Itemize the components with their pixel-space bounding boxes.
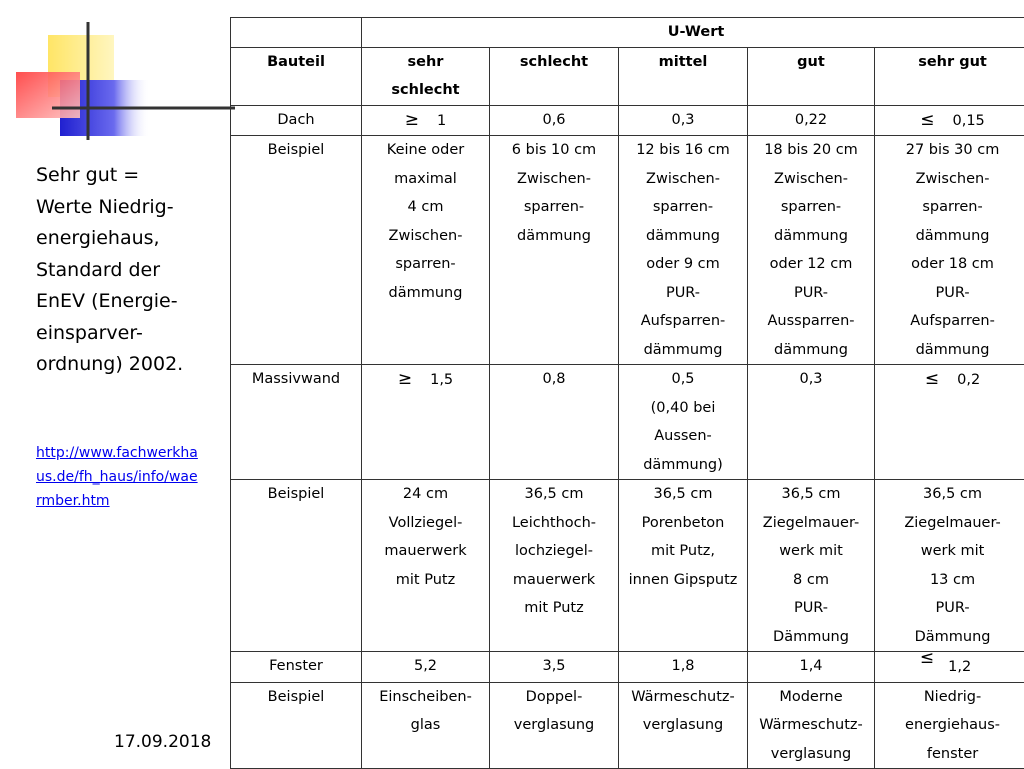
table-row bbox=[231, 136, 1024, 365]
table-cell: Keine oder maximal 4 cm Zwischen- sparren- dämmung bbox=[362, 136, 490, 365]
table-cell: 18 bis 20 cm Zwischen- sparren- dämmung oder 12 cm PUR- Aussparren- dämmung bbox=[748, 136, 875, 365]
table-cell: 1,8 bbox=[619, 652, 748, 683]
slide-date: 17.09.2018 bbox=[114, 732, 211, 752]
table-cell: 3,5 bbox=[490, 652, 619, 683]
table-cell: 1,4 bbox=[748, 652, 875, 683]
table-cell bbox=[362, 105, 490, 136]
table-cell: 5,2 bbox=[362, 652, 490, 683]
column-header: sehr schlecht bbox=[362, 47, 490, 105]
table-header-row bbox=[231, 47, 1024, 105]
cell-value: 0,2 bbox=[957, 372, 980, 388]
table-cell bbox=[362, 365, 490, 480]
column-header: schlecht bbox=[490, 47, 619, 105]
table-cell: 0,8 bbox=[490, 365, 619, 480]
table-cell: Niedrig- energiehaus- fenster bbox=[875, 682, 1024, 769]
row-label: Beispiel bbox=[231, 480, 362, 652]
table-cell: 0,6 bbox=[490, 105, 619, 136]
table-cell: 36,5 cm Ziegelmauer- werk mit 13 cm PUR- Dämmung bbox=[875, 480, 1024, 652]
column-header: mittel bbox=[619, 47, 748, 105]
table-cell: Einscheiben- glas bbox=[362, 682, 490, 769]
empty-corner-cell bbox=[231, 18, 362, 48]
geq-symbol: ≥ bbox=[398, 365, 412, 394]
table-cell: 0,3 bbox=[748, 365, 875, 480]
table-cell: 0,5 (0,40 bei Aussen- dämmung) bbox=[619, 365, 748, 480]
row-label: Beispiel bbox=[231, 136, 362, 365]
table-row bbox=[231, 105, 1024, 136]
red-square bbox=[16, 72, 80, 118]
table-row bbox=[231, 682, 1024, 769]
column-header: gut bbox=[748, 47, 875, 105]
row-label: Massivwand bbox=[231, 365, 362, 480]
table-cell: 27 bis 30 cm Zwischen- sparren- dämmung oder 18 cm PUR- Aufsparren- dämmung bbox=[875, 136, 1024, 365]
table-cell bbox=[875, 365, 1024, 480]
table-cell: 36,5 cm Porenbeton mit Putz, innen Gipsputz bbox=[619, 480, 748, 652]
table-title-row bbox=[231, 18, 1024, 48]
table-cell: Wärmeschutz- verglasung bbox=[619, 682, 748, 769]
leq-symbol: ≤ bbox=[920, 644, 934, 673]
row-label: Dach bbox=[231, 105, 362, 136]
table-cell: 6 bis 10 cm Zwischen- sparren- dämmung bbox=[490, 136, 619, 365]
geq-symbol: ≥ bbox=[405, 106, 419, 135]
cell-value: 0,15 bbox=[953, 113, 985, 129]
table-row bbox=[231, 652, 1024, 683]
row-label: Beispiel bbox=[231, 682, 362, 769]
leq-symbol: ≤ bbox=[925, 365, 939, 394]
table-cell bbox=[875, 105, 1024, 136]
table-title: U-Wert bbox=[362, 18, 1024, 48]
table-cell: Doppel- verglasung bbox=[490, 682, 619, 769]
table-cell: 12 bis 16 cm Zwischen- sparren- dämmung oder 9 cm PUR- Aufsparren- dämmumg bbox=[619, 136, 748, 365]
cell-value: 1 bbox=[437, 113, 446, 129]
table-row bbox=[231, 480, 1024, 652]
u-value-table bbox=[230, 17, 1024, 769]
side-note: Sehr gut = Werte Niedrig- energiehaus, Standard der EnEV (Energie- einsparver- ordnung) 2002. bbox=[36, 160, 226, 381]
column-header: sehr gut bbox=[875, 47, 1024, 105]
column-header: Bauteil bbox=[231, 47, 362, 105]
table-cell: 0,22 bbox=[748, 105, 875, 136]
cell-value: 1,5 bbox=[430, 372, 453, 388]
table-cell: Moderne Wärmeschutz- verglasung bbox=[748, 682, 875, 769]
table-cell bbox=[875, 652, 1024, 683]
table-cell: 36,5 cm Leichthoch- lochziegel- mauerwerk mit Putz bbox=[490, 480, 619, 652]
cell-value: 1,2 bbox=[948, 659, 971, 675]
decorative-logo bbox=[0, 0, 240, 150]
table-cell: 24 cm Vollziegel- mauerwerk mit Putz bbox=[362, 480, 490, 652]
source-link[interactable]: http://www.fachwerkha us.de/fh_haus/info/wae rmber.htm bbox=[36, 441, 226, 513]
table-row bbox=[231, 365, 1024, 480]
leq-symbol: ≤ bbox=[920, 106, 934, 135]
table-cell: 36,5 cm Ziegelmauer- werk mit 8 cm PUR- Dämmung bbox=[748, 480, 875, 652]
row-label: Fenster bbox=[231, 652, 362, 683]
table-cell: 0,3 bbox=[619, 105, 748, 136]
